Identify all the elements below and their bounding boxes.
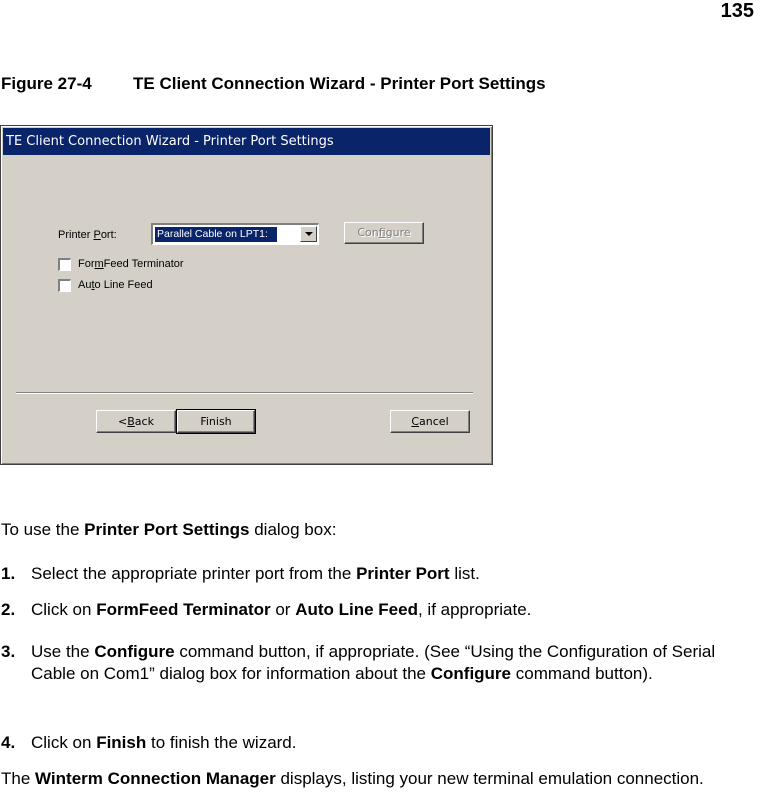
finish-button[interactable]: Finish [177,410,255,433]
figure-number: Figure 27-4 [1,74,92,93]
closing-paragraph: The Winterm Connection Manager displays, listing your new terminal emulation connection. [1,769,704,788]
printer-port-value: Parallel Cable on LPT1: [155,227,277,242]
intro-paragraph: To use the Printer Port Settings dialog box: [1,520,337,539]
cancel-button[interactable]: Cancel [390,410,470,433]
back-button[interactable]: <Back [96,410,176,433]
dialog-title-bar: TE Client Connection Wizard - Printer Port Settings [3,128,490,155]
auto-line-feed-label: Auto Line Feed [78,279,153,291]
printer-port-dropdown[interactable] [151,223,319,245]
formfeed-terminator-checkbox[interactable] [58,258,71,271]
figure-title: TE Client Connection Wizard - Printer Port Settings [133,74,546,93]
auto-line-feed-checkbox[interactable] [58,279,71,292]
chevron-down-icon[interactable] [300,226,317,242]
printer-port-label: Printer Port: [58,229,117,241]
page-number: 135 [720,0,754,22]
figure-caption [1,74,546,94]
formfeed-terminator-label: FormFeed Terminator [78,258,184,270]
configure-button[interactable]: Configure [344,222,424,244]
dialog-separator [16,392,473,394]
